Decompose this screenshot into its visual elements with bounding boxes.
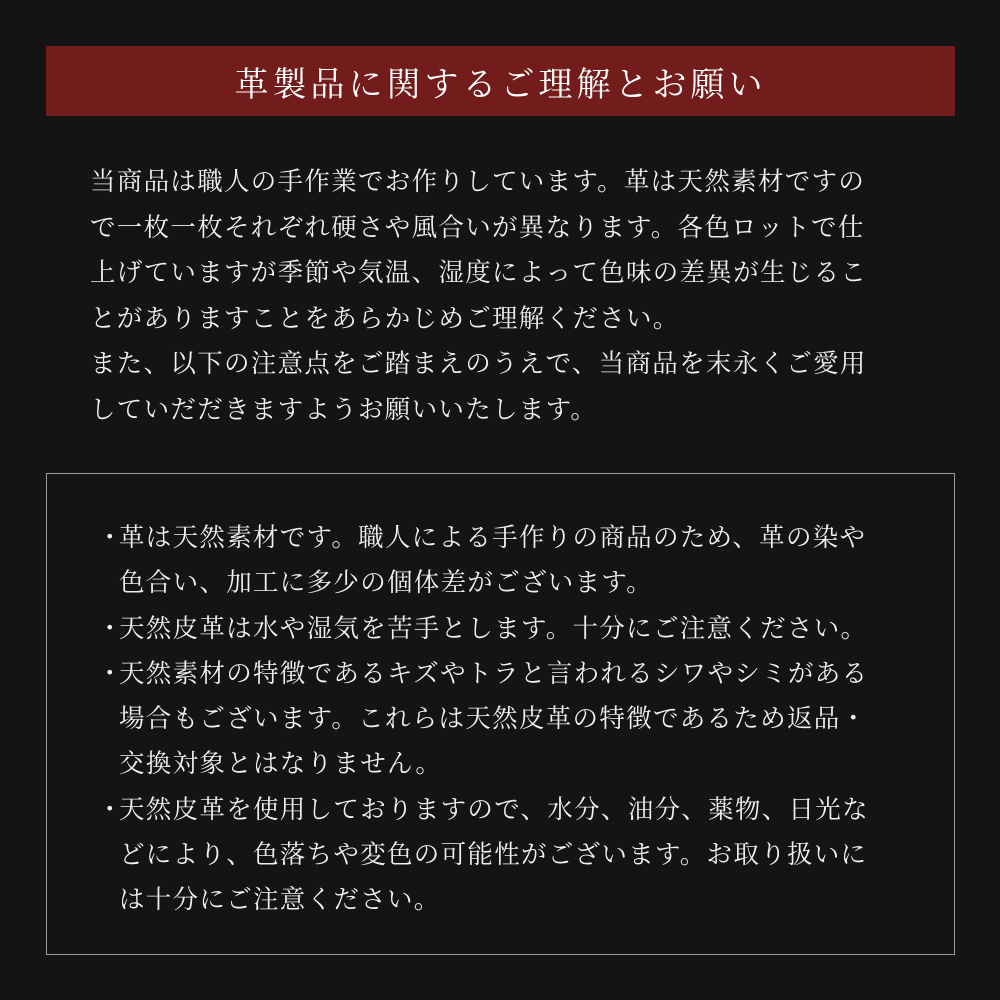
bullet-mark: ・	[97, 658, 124, 689]
intro-line: とがありますことをあらかじめご理解ください。	[90, 303, 680, 334]
notice-text	[119, 652, 937, 788]
notice-box	[46, 473, 955, 955]
bullet-mark: ・	[97, 613, 124, 644]
notice-line: 色合い、加工に多少の個体差がございます。	[119, 568, 653, 599]
notice-text	[119, 788, 937, 924]
notice-line: は十分にご注意ください。	[119, 885, 441, 916]
notice-line: 天然素材の特徴であるキズやトラと言われるシワやシミがある	[119, 658, 869, 689]
notice-line: どにより、色落ちや変色の可能性がございます。お取り扱いに	[119, 840, 868, 871]
bullet-mark: ・	[97, 523, 124, 553]
intro-paragraph	[90, 160, 930, 433]
notice-text	[119, 516, 937, 607]
bullet-mark: ・	[97, 794, 124, 825]
notice-line: 場合もございます。これらは天然皮革の特徴であるため返品・	[119, 704, 868, 735]
notice-item	[97, 516, 937, 607]
notice-text	[119, 607, 937, 652]
intro-line: で一枚一枚それぞれ硬さや風合いが異なります。各色ロットで仕	[90, 212, 865, 243]
notice-line: 天然皮革を使用しておりますので、水分、油分、薬物、日光な	[119, 794, 869, 825]
page-title: 革製品に関するご理解とお願い	[234, 64, 767, 105]
intro-line: また、以下の注意点をご踏まえのうえで、当商品を末永くご愛用	[90, 349, 867, 379]
notice-item	[97, 788, 937, 924]
notice-line: 革は天然素材です。職人による手作りの商品のため、革の染や	[119, 523, 867, 553]
title-banner	[46, 46, 955, 116]
notice-list	[97, 516, 937, 924]
notice-item	[97, 652, 937, 788]
notice-item	[97, 607, 937, 652]
notice-line: 交換対象とはなりません。	[119, 749, 443, 780]
intro-line: 当商品は職人の手作業でお作りしています。革は天然素材ですの	[90, 167, 866, 197]
intro-line: 上げていますが季節や気温、湿度によって色味の差異が生じるこ	[90, 258, 868, 288]
notice-line: 天然皮革は水や湿気を苦手とします。十分にご注意ください。	[119, 613, 868, 644]
intro-line: していだだきますようお願いいたします。	[90, 394, 598, 425]
